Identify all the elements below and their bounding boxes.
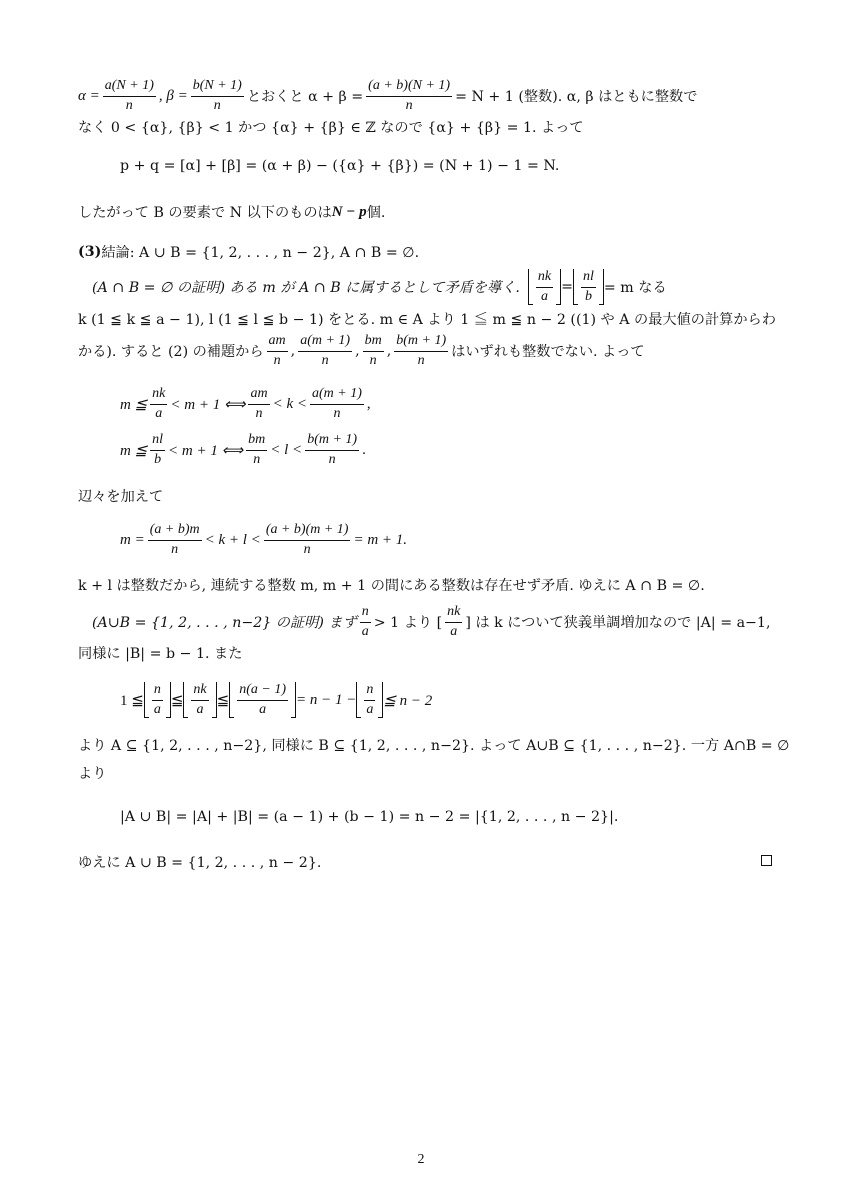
line1-end-text: = N + 1 (整数). α, β はともに整数で [455,89,698,105]
count-suffix: 個. [366,205,386,221]
alpha-fraction-den: n [125,97,133,113]
d2-frac2-den: n [255,405,263,421]
floor-nl-den: b [584,288,592,304]
d3-lhs: m ≦ [120,442,148,459]
count-bold: N − p [331,203,367,220]
sum-fraction [366,78,452,113]
d2-lhs: m ≦ [120,396,148,413]
lemma-frac-am1-num: a(m + 1) [298,333,352,351]
lemma-frac-bm1-num: b(m + 1) [394,333,448,351]
beta-fraction [191,78,244,113]
subset-line: より A ⊆ {1, 2, . . . , n−2}, 同様に B ⊆ {1, 2, . . . , n−2}. よって A∪B ⊆ {1, . . . , n−2}. 一方 A∩B = ∅ [78,738,790,754]
add-sides-line: 辺々を加えて [78,489,164,505]
d3-frac2-num: bm [246,432,267,450]
qed-square-icon [761,855,772,866]
union-frac-nk-a-num: nk [445,604,462,622]
floor-nk-num: nk [536,269,553,287]
d5-floor3 [229,682,296,718]
lemma-text: かる). すると (2) の補題から [78,344,264,360]
floor-nk-over-a [528,269,561,305]
d5-end: ≦ n − 2 [383,692,433,709]
d5-le2: ≦ [216,692,230,709]
lemma-frac-am-den: n [273,352,281,368]
d2-k: < k < [272,395,307,412]
d4-lhs: m = [120,531,145,548]
lemma-frac-am [267,333,288,368]
d4-middle: < k + l < [204,531,261,548]
page-number: 2 [417,1152,425,1167]
d5-floor2 [183,682,216,718]
beta-fraction-den: n [213,97,221,113]
d3-frac1-num: nl [150,432,165,450]
lemma-frac-bm1-den: n [417,352,425,368]
d3-frac3-den: n [328,451,336,467]
proof-intersection-intro [92,267,772,307]
floor-nl-over-b [573,269,604,305]
d2-frac1 [150,386,167,421]
sum-fraction-num: (a + b)(N + 1) [366,78,452,96]
alpha-fraction-num: a(N + 1) [103,78,156,96]
d3-frac1-den: b [154,451,162,467]
d5-floor4-den: a [366,701,374,717]
d4-frac1 [148,522,202,557]
d5-floor1 [144,682,171,718]
display-inequality-l [120,430,366,470]
d3-frac3-num: b(m + 1) [305,432,359,450]
d4-frac2-den: n [303,541,311,557]
d4-frac2 [264,522,351,557]
union-proof-text: (A∪B = {1, 2, . . . , n−2} の証明) まず [92,615,357,631]
size-b-line: 同様に |B| = b − 1. また [78,646,243,662]
section-3-heading [78,241,772,263]
lemma-frac-am1 [298,333,352,368]
d5-eq: = n − 1 − [295,691,357,708]
alpha-fraction [103,78,156,113]
floor-nk-den: a [541,288,549,304]
floor-nl-num: nl [581,269,596,287]
union-frac-nk-a [445,604,462,639]
d2-frac3-den: n [333,405,341,421]
proof-union-intro [92,602,772,642]
proof-intro-text: (A ∩ B = ∅ の証明) ある m が A ∩ B に属するとして矛盾を導く. [92,280,520,296]
d3-end: . [362,441,366,458]
union-frac-n-a-num: n [360,604,371,622]
lemma-frac-bm-den: n [369,352,377,368]
union-frac-nk-a-den: a [450,623,458,639]
d5-floor4 [356,682,383,718]
d5-floor2-den: a [196,701,204,717]
yori-line: より [78,766,107,782]
lemma-frac-am1-den: n [321,352,329,368]
lemma-suffix: はいずれも整数でない. よって [451,344,645,360]
line1-mid-text: とおくと α + β = [246,89,364,105]
d3-frac3 [305,432,359,467]
union-proof-suffix: ] は k について狭義単調増加なので |A| = a−1, [465,615,771,631]
conclusion-count-line [78,201,772,223]
section-3-label: (3) [78,244,102,260]
d4-rhs: = m + 1. [353,531,408,548]
d5-floor2-num: nk [191,682,208,700]
d5-floor3-den: a [259,701,267,717]
d2-frac2-num: am [248,386,269,404]
d5-floor1-den: a [153,701,161,717]
d3-frac2 [246,432,267,467]
display-sum-inequality [120,520,407,560]
d2-frac1-den: a [155,405,163,421]
choose-k-l-line: k (1 ≦ k ≦ a − 1), l (1 ≦ l ≦ b − 1) をとる. m ∈ A より 1 ≦ m ≦ n − 2 ((1) や A の最大値の計算からわ [78,312,776,328]
lemma-frac-bm-num: bm [363,333,384,351]
display-cardinality: |A ∪ B| = |A| + |B| = (a − 1) + (b − 1) = n − 2 = |{1, 2, . . . , n − 2}|. [120,809,619,825]
d3-frac1 [150,432,165,467]
d2-frac3 [310,386,364,421]
lemma-frac-bm1 [394,333,448,368]
d4-frac1-num: (a + b)m [148,522,202,540]
alpha-beta-definition-line [78,78,772,114]
union-frac-n-a-den: a [361,623,369,639]
d4-frac1-den: n [171,541,179,557]
alpha-eq: α = [78,87,100,104]
sum-fraction-den: n [405,97,413,113]
d2-end: , [366,395,371,412]
d4-frac2-num: (a + b)(m + 1) [264,522,351,540]
d5-le1: ≦ [170,692,184,709]
proof-intro-suffix: = m なる [603,280,667,296]
d5-floor3-num: n(a − 1) [237,682,288,700]
final-conclusion-line: ゆえに A ∪ B = {1, 2, . . . , n − 2}. [78,855,322,871]
union-frac-n-a [360,604,371,639]
count-text: したがって B の要素で N 以下のものは [78,205,332,221]
display-floor-bounds [120,678,432,722]
d3-frac2-den: n [253,451,261,467]
contradiction-line: k + l は整数だから, 連続する整数 m, m + 1 の間にある整数は存在せず矛盾. ゆえに A ∩ B = ∅. [78,578,705,594]
d5-lhs: 1 ≦ [120,692,144,709]
union-proof-mid: > 1 より [ [373,615,443,631]
lemma-frac-am-num: am [267,333,288,351]
lemma-line: かる). すると (2) の補題から $\frac{am}{n}$ , $\frac{a(m + 1)}{n}$ , $\frac{bm}{n}$ , $\frac{b(m + 1)}{n}$ はいずれも整数でない. よって [78,333,645,368]
d2-frac2 [248,386,269,421]
beta-eq: , β = [158,87,188,104]
display-inequality-k [120,384,371,424]
d5-floor4-num: n [364,682,375,700]
equals-sign: = [561,279,574,295]
d3-l: < l < [270,441,303,458]
d2-iff: < m + 1 ⟺ [170,396,246,413]
fractional-part-line: なく 0 < {α}, {β} < 1 かつ {α} + {β} ∈ ℤ なので {α} + {β} = 1. よって [78,120,584,136]
display-p-plus-q: p + q = [α] + [β] = (α + β) − ({α} + {β}) = (N + 1) − 1 = N. [120,158,560,174]
d5-floor1-num: n [152,682,163,700]
beta-fraction-num: b(N + 1) [191,78,244,96]
section-3-conclusion: 結論: A ∪ B = {1, 2, . . . , n − 2}, A ∩ B = ∅. [101,245,420,261]
d2-frac3-num: a(m + 1) [310,386,364,404]
lemma-frac-bm [363,333,384,368]
d2-frac1-num: nk [150,386,167,404]
d3-iff: < m + 1 ⟺ [168,442,244,459]
